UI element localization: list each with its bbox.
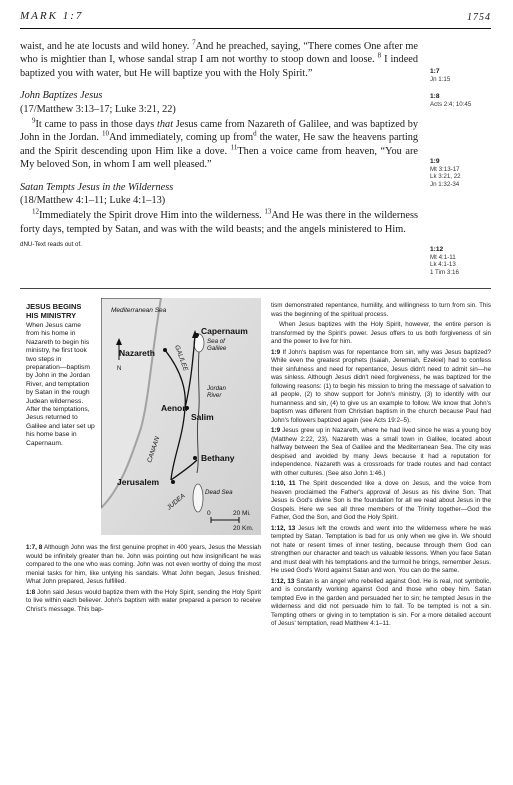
note-reference: 1:12, 13 (271, 577, 295, 585)
verse-text: And he preached, saying, “There comes One after me who is mightier than I, whose sandal strap I am not worthy to stoop down and loose. (20, 41, 418, 66)
note-text: John said Jesus would baptize them with the Holy Spirit, sending the Holy Spirit to live within each believer. John's baptism with water prepared a person to receive Christ's message. This bap- (26, 588, 261, 613)
map-jesus-begins-ministry (101, 298, 261, 535)
verse-text: the water, He saw the heavens parting and the Spirit descending upon Him like a dove. (20, 132, 418, 157)
map-label-city: Nazareth (119, 348, 155, 358)
section-heading: Satan Tempts Jesus in the Wilderness (20, 181, 174, 193)
note-text: Although John was the first genuine prophet in 400 years, Jesus the Messiah would be infinitely greater than he. John was pointing out how insignificant he was compared to the one who was coming. John was not even worthy of doing the most menial tasks for him, like untying his sandals. What John began, Jesus finished. What John prepared, Jesus fulfilled. (26, 544, 261, 585)
cross-reference-line: Jn 1:32-34 (430, 180, 460, 188)
verse-number: 8 (377, 51, 382, 60)
verse-text: And immediately, coming up from (108, 132, 254, 144)
map-label-region: CANAAN (146, 435, 162, 464)
scale-label: 0 (207, 510, 211, 517)
scripture-paragraph (20, 40, 418, 80)
verse-number: 13 (264, 208, 272, 217)
city-dot (171, 480, 175, 484)
scripture-text (20, 40, 418, 252)
note-text: If John's baptism was for repentance from sin, why was Jesus baptized? While even the greatest prophets (Isaiah, Jeremiah, Ezekiel) had to confess their sinfulness and need for repentance, Jesus didn't need to admit sin—he was sinless. Although Jesus didn't need forgiveness, he was baptized for the following reasons: (1) to begin his mission to bring the message of salvation to all people, (2) to show support for John's ministry, (3) to identify with our humanness and sin, (4) to give us an example to follow. We know that John's baptism was different from Christian baptism in the church because Paul had John's followers baptized again (see Acts 19:2–5). (271, 348, 491, 424)
verse-text: Immediately the Spirit drove Him into the wilderness. (39, 210, 265, 222)
city-dot (195, 333, 199, 337)
note-reference: 1:9 (271, 348, 281, 356)
map-label-water: Jordan (207, 385, 226, 392)
section-reference: (17/Matthew 3:13–17; Luke 3:21, 22) (20, 103, 176, 115)
study-note (271, 525, 491, 576)
note-text: Jesus grew up in Nazareth, where he had lived since he was a young boy (Matthew 2:22, 23). Nazareth was a small town in Galilee, located about halfway between the Sea of Galilee and the Mediterranean Sea. The city was despised and avoided by many Jews because it had a reputation for independence. Nazareth was a crossroads for trade routes and had contact with other cultures. (See also John 1:46.) (271, 427, 491, 477)
cross-reference-line: Lk 4:1-13 (430, 261, 456, 269)
study-notes-left (26, 544, 261, 616)
verse-text: And He was there in the wilderness forty days, tempted by Satan, and was with the wild beasts; and the angels ministered to Him. (20, 210, 419, 235)
note-text: Jesus left the crowds and went into the wilderness where he was tempted by Satan. Temptation is bad for us only when we give in. We should not hate or resent times of inner testing, because through them God can strengthen our character and teach us valuable lessons. When you face Satan and must deal with his temptations and the turmoil he brings, remember Jesus. He used God's Word against Satan and won. You can do the same. (271, 524, 492, 574)
cross-reference-line: Jn 1:15 (430, 75, 451, 83)
cross-reference-line: Lk 3:21, 22 (430, 173, 461, 181)
cross-reference (430, 93, 500, 108)
study-note (271, 302, 491, 319)
page-header (20, 8, 491, 29)
verse-number: 9 (32, 116, 36, 125)
cross-reference (430, 246, 500, 276)
cross-reference (430, 158, 500, 188)
map-caption: When Jesus came from his home in Nazareth to begin his ministry, he first took two steps in preparation—baptism by John in the Jordan River, and temptation by Satan in the rough Judean wilderness. After the temptations, Jesus returned to Galilee and later set up his home base in Capernaum. (26, 322, 95, 447)
section-divider (20, 288, 491, 289)
map-label-city: Bethany (201, 453, 235, 463)
map-label-city: Capernaum (201, 326, 248, 336)
map-label-water: River (207, 392, 222, 399)
verse-number: 7 (192, 38, 196, 47)
study-note (271, 480, 491, 523)
scripture-paragraph (20, 118, 418, 172)
map-title (26, 302, 81, 320)
note-reference: 1:12, 13 (271, 524, 296, 532)
verse-text: Jesus came from Nazareth of Galilee, and was baptized by John in the Jordan. (20, 119, 418, 144)
verse-text: I indeed baptized you with water, but He will baptize you with the Holy Spirit.” (20, 54, 418, 79)
note-reference: 1:8 (26, 588, 36, 596)
note-reference: 1:7, 8 (26, 544, 43, 551)
map-title-line: HIS MINISTRY (26, 311, 77, 320)
verse-number: 12 (32, 208, 39, 217)
cross-reference-label: 1:9 (430, 158, 440, 165)
cross-reference-label: 1:8 (430, 93, 440, 100)
verse-number: 10 (101, 130, 109, 139)
map-label-city: Aenon (161, 403, 188, 413)
map-label-city: Jerusalem (117, 477, 160, 487)
cross-reference-line: 1 Tim 3:16 (430, 268, 459, 276)
verse-text: Then a voice came from heaven, “You are My beloved Son, in whom I am well pleased.” (20, 145, 418, 171)
verse-number: d (253, 130, 257, 139)
scripture-paragraph (20, 209, 418, 236)
note-reference: 1:9 (271, 427, 281, 434)
section-reference: (18/Matthew 4:1–11; Luke 4:1–13) (20, 195, 166, 207)
study-note (271, 427, 491, 478)
study-note (26, 544, 261, 587)
cross-reference-line: Mt 4:1-11 (430, 253, 456, 261)
section-heading: John Baptizes Jesus (20, 90, 103, 102)
study-note (271, 578, 491, 629)
scale-label: 20 Km. (233, 525, 254, 532)
map-label-sea: Mediterranean Sea (111, 307, 167, 314)
map-label-city: Salim (191, 412, 214, 422)
cross-reference-line: Mt 3:13-17 (430, 165, 460, 173)
cross-reference-label: 1:12 (430, 246, 444, 253)
study-note (271, 349, 491, 426)
book-chapter-verse: MARK 1:7 (20, 10, 84, 22)
map-label-north: N (117, 366, 122, 372)
study-note (26, 589, 261, 615)
city-dot (163, 348, 167, 352)
city-dot (193, 456, 197, 460)
verse-text: waist, and he ate locusts and wild honey. (20, 41, 193, 52)
note-reference: 1:10, 11 (271, 480, 296, 487)
map-label-water: Sea of (207, 338, 225, 345)
map-title-line: JESUS BEGINS (26, 302, 82, 311)
note-text: The Spirit descended like a dove on Jesus, and the voice from heaven proclaimed the Father's approval of Jesus as his divine Son. That Jesus is God's divine Son is the foundation for all we read about Jesus in the Gospels. Here we see all three members of the Trinity together—God the Father, God the Son, and God the Holy Spirit. (271, 480, 491, 521)
map-label-region: JUDEA (165, 492, 187, 512)
note-text: Satan is an angel who rebelled against God. He is real, not symbolic, and is constantly working against God and those who obey him. Satan tempted Eve in the garden and persuaded her to sin; he tempted Jesus in the wilderness and did not persuade him to fall. To be tempted is not a sin. Tempting others or giving in to temptation is sin. For a more detailed account of Jesus' temptation, read Matthew 4:1–11. (271, 577, 491, 627)
study-notes-right (271, 302, 491, 631)
cross-reference (430, 68, 500, 83)
map-label-region: GALILEE (173, 344, 189, 373)
italic-text: that (157, 119, 174, 131)
cross-reference-label: 1:7 (430, 68, 440, 75)
map-label-water: Dead Sea (205, 489, 233, 496)
study-note (271, 321, 491, 347)
note-text: tism demonstrated repentance, humility, and willingness to turn from sin. This was the beginning of the spiritual process. (271, 302, 491, 318)
note-text: When Jesus baptizes with the Holy Spirit, however, the entire person is transformed by the Spirit's power. Jesus offers to us both forgiveness of sin and the power to live for him. (271, 321, 491, 345)
dead-sea (193, 484, 203, 512)
map-label-water: Galilee (207, 345, 227, 352)
page-number: 1754 (467, 12, 491, 23)
verse-text: It came to pass in those days (35, 119, 158, 131)
verse-number: 11 (230, 143, 238, 152)
scale-label: 20 Mi. (233, 510, 251, 517)
textual-footnote: dNU-Text reads out of. (20, 241, 82, 249)
cross-reference-line: Acts 2:4; 10:45 (430, 100, 472, 108)
